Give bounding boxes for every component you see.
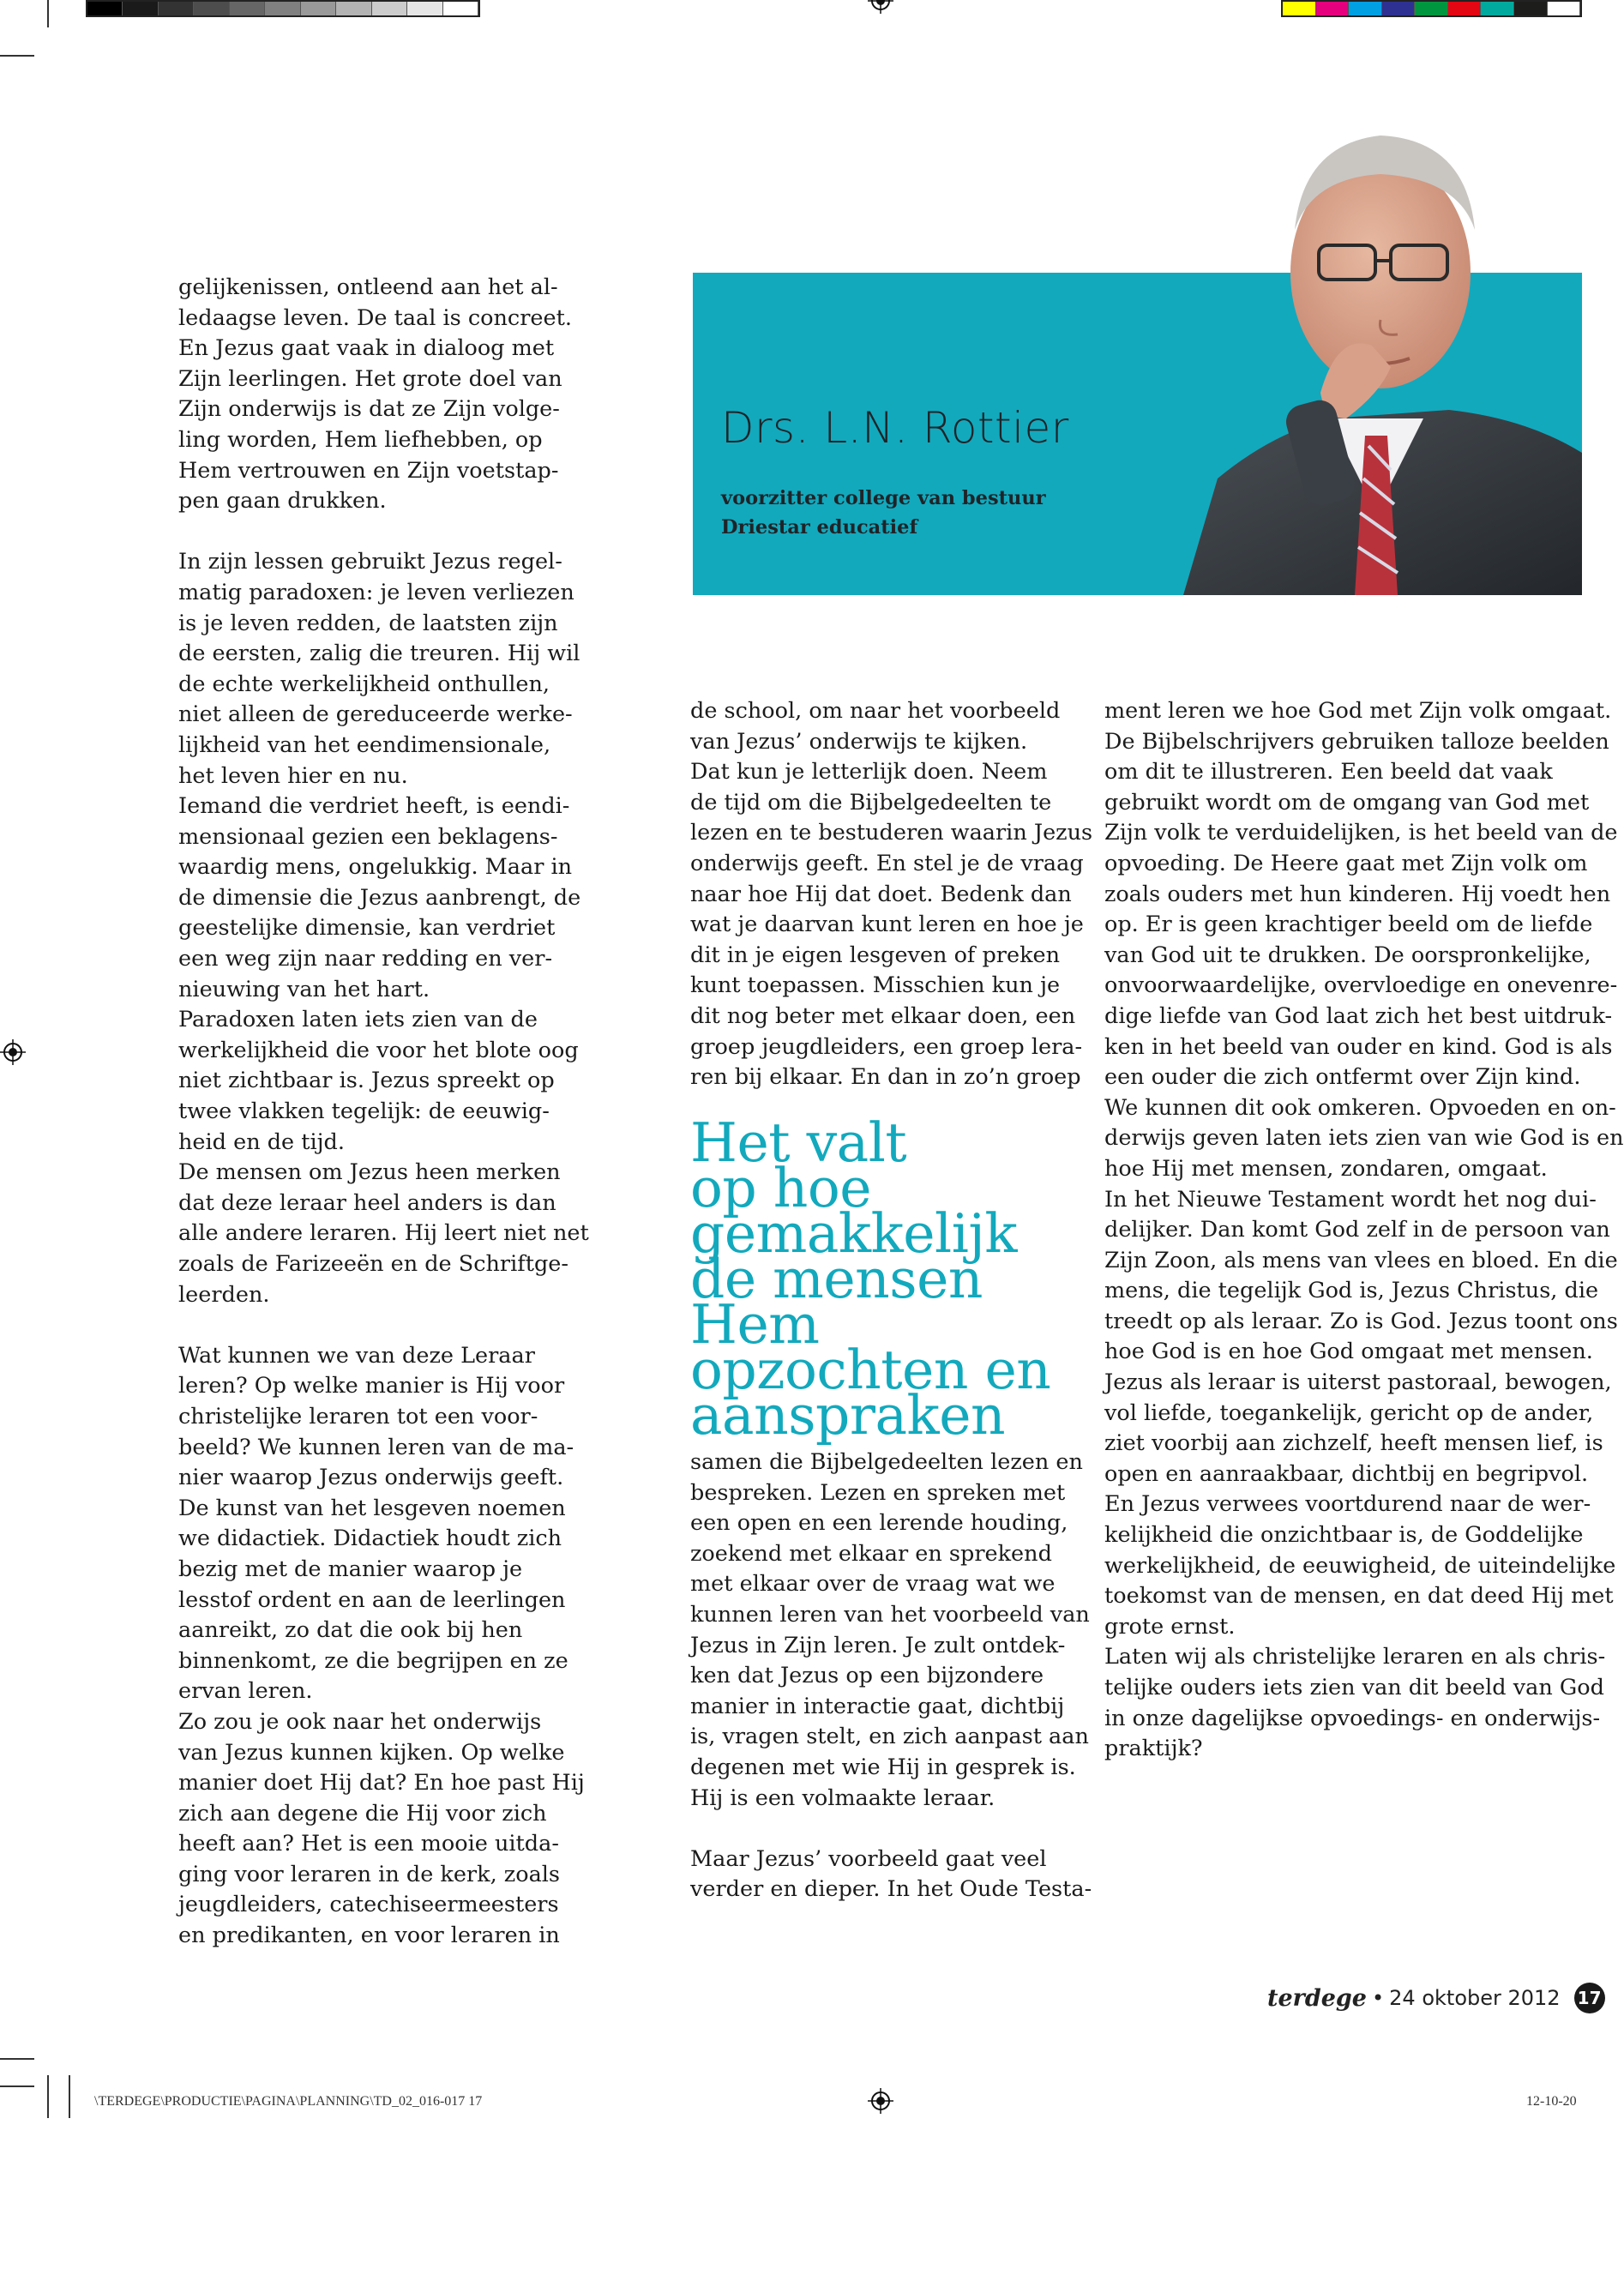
text-line: Hem [690,1293,820,1356]
crop-mark [0,55,34,57]
text-line: vol liefde, toegankelijk, gericht op de ander, [1104,1399,1594,1426]
text-line: binnenkomt, ze die begrijpen en ze [178,1647,568,1674]
text-line: is je leven redden, de laatsten zijn [178,610,558,636]
calibration-swatch [1316,2,1350,15]
text-line: een open en een lerende houding, [690,1510,1068,1537]
text-line: ervan leren. [178,1678,313,1705]
text-line: ken dat Jezus op een bijzondere [690,1663,1044,1689]
text-line: niet alleen de gereduceerde werke- [178,701,573,728]
paragraph [178,1341,574,1707]
pull-quote [690,1111,1102,1447]
calibration-swatch [194,2,229,15]
text-line: onderwijs geeft. En stel je de vraag [690,850,1084,876]
text-line: van God uit te drukken. De oorspronkelijke, [1104,942,1591,968]
text-line: beeld? We kunnen leren van de ma- [178,1434,574,1460]
text-line: praktijk? [1104,1736,1203,1762]
text-line: Zo zou je ook naar het onderwijs [178,1708,542,1735]
text-line: ledaagse leven. De taal is concreet. [178,304,572,331]
text-line: Zijn leerlingen. Het grote doel van [178,365,562,392]
text-line: De mensen om Jezus heen merken [178,1159,561,1186]
calibration-swatch [336,2,371,15]
text-line: En Jezus gaat vaak in dialoog met [178,335,555,362]
calibration-swatch [1415,2,1448,15]
page-footer [1267,1981,1605,2015]
text-line: lezen en te bestuderen waarin Jezus [690,820,1093,846]
text-line: treedt op als leraar. Zo is God. Jezus toont ons [1104,1308,1618,1334]
text-line: de dimensie die Jezus aanbrengt, de [178,884,581,911]
registration-mark-icon [868,0,893,14]
text-line: christelijke leraren tot een voor- [178,1403,538,1429]
article-column-2-continued [690,1447,1092,1905]
text-line: ken in het beeld van ouder en kind. God is als [1104,1033,1613,1060]
text-line: delijker. Dan komt God zelf in de persoon van [1104,1217,1610,1243]
text-line: zoals ouders met hun kinderen. Hij voedt hen [1104,881,1611,907]
text-line: matig paradoxen: je leven verliezen [178,579,574,605]
text-line: alle andere leraren. Hij leert niet net [178,1220,589,1247]
text-line: de mensen [690,1248,983,1310]
text-line: gelijkenissen, ontleend aan het al- [178,274,558,300]
text-line: naar hoe Hij dat doet. Bedenk dan [690,881,1072,907]
text-line: leren? Op welke manier is Hij voor [178,1373,565,1399]
text-line: de eersten, zalig die treuren. Hij wil [178,641,580,667]
text-line: waardig mens, ongelukkig. Maar in [178,854,573,881]
page-number: 17 [1574,1983,1605,2013]
author-role-line: Driestar educatief [721,516,918,539]
text-line: telijke ouders iets zien van dit beeld van God [1104,1675,1604,1700]
paragraph [690,696,1093,1093]
text-line: een ouder die zich ontfermt over Zijn kind. [1104,1064,1581,1091]
text-line: toekomst van de mensen, en dat deed Hij met [1104,1583,1614,1610]
text-line: en predikanten, en voor leraren in [178,1923,560,1949]
text-line: dat deze leraar heel anders is dan [178,1189,556,1216]
text-line: zich aan degene die Hij voor zich [178,1800,547,1827]
crop-mark [0,2058,34,2060]
text-line: In het Nieuwe Testament wordt het nog dui- [1104,1186,1597,1213]
text-line: grote ernst. [1104,1613,1236,1640]
text-line: Het valt [690,1111,907,1174]
text-line: is, vragen stelt, en zich aanpast aan [690,1724,1089,1750]
text-line: opzochten en [690,1339,1051,1401]
slug-file-path: \TERDEGE\PRODUCTIE\PAGINA\PLANNING\TD_02_016-017 17 [94,2094,483,2109]
text-line: hoe Hij met mensen, zondaren, omgaat. [1104,1155,1548,1182]
text-line: ziet voorbij aan zichzelf, heeft mensen lief, is [1104,1430,1603,1457]
author-name: Drs. L.N. Rottier [721,403,1069,453]
footer-bullet: • [1372,1986,1385,2010]
slug-date: 12-10-20 [1526,2094,1577,2109]
calibration-swatch [1382,2,1416,15]
text-line: samen die Bijbelgedeelten lezen en [690,1449,1083,1475]
calibration-swatch [230,2,265,15]
calibration-swatch [372,2,407,15]
color-calibration-bar [1281,0,1582,17]
text-line: om dit te illustreren. Een beeld dat vaak [1104,759,1553,785]
grayscale-calibration-bar [86,0,480,17]
text-line: kunt toepassen. Misschien kun je [690,972,1061,999]
text-line: Zijn Zoon, als mens van vlees en bloed. En die [1104,1247,1618,1273]
calibration-swatch [1481,2,1514,15]
text-line: nieuwing van het hart. [178,976,430,1002]
calibration-swatch [265,2,300,15]
paragraph [1104,1642,1606,1764]
author-portrait [1166,110,1582,595]
text-line: dit nog beter met elkaar doen, een [690,1002,1076,1029]
calibration-swatch [407,2,442,15]
text-line: opvoeding. De Heere gaat met Zijn volk om [1104,850,1588,876]
magazine-brand: terdege [1267,1984,1367,2012]
paragraph [690,1447,1090,1814]
text-line: bezig met de manier waarop je [178,1556,523,1582]
text-line: van Jezus kunnen kijken. Op welke [178,1739,565,1766]
article-column-2 [690,696,1093,1093]
text-line: ren bij elkaar. En dan in zo’n groep [690,1064,1081,1091]
calibration-swatch [443,2,478,15]
text-line: Zijn volk te verduidelijken, is het beeld van de [1104,820,1618,846]
text-line: leerden. [178,1281,270,1308]
text-line: manier doet Hij dat? En hoe past Hij [178,1770,585,1797]
text-line: op hoe [690,1157,872,1219]
text-line: met elkaar over de vraag wat we [690,1571,1056,1598]
text-line: werkelijkheid, de eeuwigheid, de uiteindelijke [1104,1552,1616,1579]
text-line: ging voor leraren in de kerk, zoals [178,1861,561,1887]
text-line: heid en de tijd. [178,1128,345,1155]
text-line: verder en dieper. In het Oude Testa- [690,1876,1092,1903]
text-line: ling worden, Hem liefhebben, op [178,426,543,453]
text-line: een weg zijn naar redding en ver- [178,946,553,972]
text-line: aanspraken [690,1384,1006,1447]
text-line: de echte werkelijkheid onthullen, [178,671,550,697]
text-line: jeugdleiders, catechiseermeesters [178,1892,559,1918]
text-line: Dat kun je letterlijk doen. Neem [690,759,1048,785]
calibration-swatch [1349,2,1382,15]
text-line: zoekend met elkaar en sprekend [690,1540,1052,1567]
text-line: kelijkheid die onzichtbaar is, de Goddelijke [1104,1522,1584,1549]
text-line: En Jezus verwees voortdurend naar de wer- [1104,1491,1591,1518]
text-line: manier in interactie gaat, dichtbij [690,1693,1065,1719]
text-line: we didactiek. Didactiek houdt zich [178,1526,562,1552]
text-line: twee vlakken tegelijk: de eeuwig- [178,1098,550,1125]
text-line: Jezus als leraar is uiterst pastoraal, bewogen, [1104,1369,1612,1396]
text-line: aanreikt, zo dat die ook bij hen [178,1617,523,1644]
text-line: degenen met wie Hij in gesprek is. [690,1754,1076,1780]
text-line: We kunnen dit ook omkeren. Opvoeden en on- [1104,1094,1616,1121]
calibration-swatch [159,2,194,15]
text-line: het leven hier en nu. [178,762,408,789]
text-line: onvoorwaardelijke, overvloedige en onevenre- [1104,972,1618,999]
paragraph [690,1845,1092,1905]
text-line: heeft aan? Het is een mooie uitda- [178,1831,559,1857]
text-line: de tijd om die Bijbelgedeelten te [690,789,1052,816]
author-role [721,484,1046,542]
paragraph [1104,1185,1618,1643]
text-line: groep jeugdleiders, een groep lera- [690,1033,1083,1060]
registration-mark-icon [0,1039,26,1065]
crop-mark [69,2075,70,2118]
text-line: derwijs geven laten iets zien van wie God is en [1104,1125,1624,1152]
text-line: lijkheid van het eendimensionale, [178,731,551,758]
text-line: Paradoxen laten iets zien van de [178,1007,538,1033]
text-line: ment leren we hoe God met Zijn volk omgaat. [1104,698,1612,724]
article-column-3 [1104,696,1624,1765]
paragraph [178,1158,589,1310]
text-line: Zijn onderwijs is dat ze Zijn volge- [178,396,560,423]
text-line: kunnen leren van het voorbeeld van [690,1601,1090,1628]
text-line: van Jezus’ onderwijs te kijken. [690,728,1028,755]
text-line: De Bijbelschrijvers gebruiken talloze beelden [1104,728,1609,755]
text-line: In zijn lessen gebruikt Jezus regel- [178,549,562,575]
text-line: dit in je eigen lesgeven of preken [690,942,1061,968]
text-line: De kunst van het lesgeven noemen [178,1495,566,1521]
article-column-1 [178,273,589,1952]
text-line: bespreken. Lezen en spreken met [690,1479,1066,1506]
paragraph [178,273,572,517]
text-line: niet zichtbaar is. Jezus spreekt op [178,1068,555,1094]
paragraph [178,1707,585,1952]
issue-date: 24 oktober 2012 [1389,1986,1561,2010]
text-line: mensionaal gezien een beklagens- [178,823,558,850]
calibration-swatch [123,2,158,15]
text-line: Hij is een volmaakte leraar. [690,1784,995,1811]
text-line: gebruikt wordt om de omgang van God met [1104,789,1590,816]
text-line: gemakkelijk [690,1202,1018,1265]
text-line: op. Er is geen krachtiger beeld om de liefde [1104,912,1593,938]
calibration-swatch [1548,2,1581,15]
text-line: Laten wij als christelijke leraren en als chris- [1104,1644,1606,1670]
text-line: lesstof ordent en aan de leerlingen [178,1586,566,1613]
calibration-swatch [1283,2,1316,15]
text-line: de school, om naar het voorbeeld [690,698,1061,724]
crop-mark [47,0,49,27]
paragraph [178,1005,579,1158]
text-line: werkelijkheid die voor het blote oog [178,1037,579,1063]
text-line: Maar Jezus’ voorbeeld gaat veel [690,1845,1047,1872]
text-line: Wat kunnen we van deze Leraar [178,1342,535,1369]
text-line: wat je daarvan kunt leren en hoe je [690,912,1084,938]
text-line: nier waarop Jezus onderwijs geeft. [178,1465,564,1491]
text-line: Hem vertrouwen en Zijn voetstap- [178,457,559,484]
text-line: pen gaan drukken. [178,488,387,515]
paragraph [1104,696,1624,1185]
calibration-swatch [1448,2,1482,15]
text-line: hoe God is en hoe God omgaat met mensen. [1104,1339,1593,1365]
crop-mark [47,2075,49,2118]
text-line: open en aanraakbaar, dichtbij en begripvol. [1104,1460,1589,1487]
text-line: Jezus in Zijn leren. Je zult ontdek- [690,1632,1066,1658]
paragraph [178,791,581,1005]
calibration-swatch [87,2,123,15]
text-line: zoals de Farizeeën en de Schriftge- [178,1251,568,1277]
text-line: Iemand die verdriet heeft, is eendi- [178,793,570,820]
text-line: dige liefde van God laat zich het best uitdruk- [1104,1002,1613,1029]
registration-mark-icon [868,2088,893,2114]
calibration-swatch [301,2,336,15]
paragraph [178,547,580,791]
calibration-swatch [1514,2,1548,15]
text-line: in onze dagelijkse opvoedings- en onderwijs- [1104,1705,1601,1731]
text-line: geestelijke dimensie, kan verdriet [178,915,556,942]
text-line: mens, die tegelijk God is, Jezus Christus, die [1104,1278,1599,1304]
author-role-line: voorzitter college van bestuur [721,487,1046,509]
crop-mark [0,2085,34,2087]
